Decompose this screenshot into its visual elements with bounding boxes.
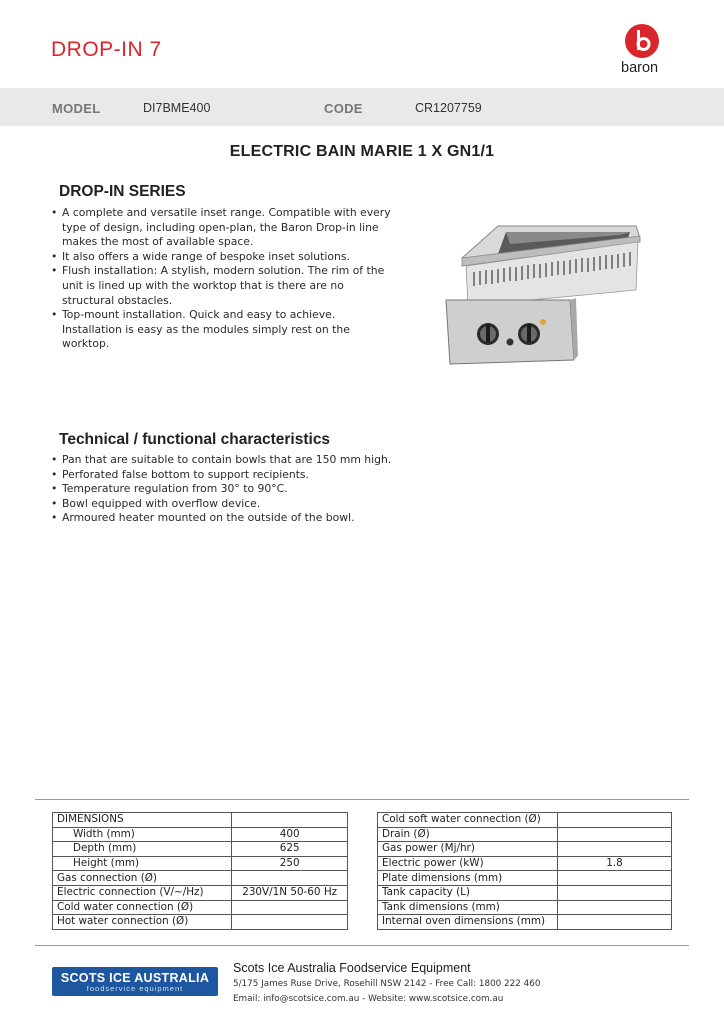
technical-heading: Technical / functional characteristics — [59, 431, 331, 448]
footer-divider — [35, 945, 689, 946]
model-label: MODEL — [52, 101, 101, 116]
list-item: • Bowl equipped with overflow device. — [51, 497, 451, 512]
table-row — [378, 813, 672, 828]
table-row — [378, 900, 672, 915]
list-item: • Flush installation: A stylish, modern solution. The rim of the unit is lined up with the worktop that is there are no structural obstacles. — [51, 264, 396, 308]
table-cell: Depth (mm) — [53, 842, 232, 857]
table-cell: Width (mm) — [53, 827, 232, 842]
table-row — [53, 842, 348, 857]
table-row — [53, 871, 348, 886]
code-value: CR1207759 — [415, 101, 482, 115]
table-row — [53, 856, 348, 871]
table-row — [53, 827, 348, 842]
technical-bullet-list — [51, 453, 451, 526]
code-label: CODE — [324, 101, 363, 116]
list-item: • Armoured heater mounted on the outside of the bowl. — [51, 511, 451, 526]
table-cell — [232, 871, 348, 886]
table-cell — [557, 900, 671, 915]
table-cell: Height (mm) — [53, 856, 232, 871]
model-value: DI7BME400 — [143, 101, 211, 115]
footer-contact: Email: info@scotsice.com.au - Website: www.scotsice.com.au — [233, 994, 504, 1004]
table-row — [378, 871, 672, 886]
table-cell: Gas power (Mj/hr) — [378, 842, 558, 857]
table-row — [378, 885, 672, 900]
table-cell: Electric connection (V/~/Hz) — [53, 885, 232, 900]
table-cell: Cold water connection (Ø) — [53, 900, 232, 915]
table-cell — [232, 900, 348, 915]
table-cell: Gas connection (Ø) — [53, 871, 232, 886]
table-row — [53, 813, 348, 828]
product-title: ELECTRIC BAIN MARIE 1 X GN1/1 — [229, 143, 495, 160]
series-title: DROP-IN 7 — [51, 38, 162, 61]
table-cell: 400 — [232, 827, 348, 842]
table-cell — [557, 885, 671, 900]
table-row — [378, 915, 672, 930]
table-cell: 250 — [232, 856, 348, 871]
table-cell: DIMENSIONS — [53, 813, 232, 828]
table-cell: Cold soft water connection (Ø) — [378, 813, 558, 828]
table-cell: Tank capacity (L) — [378, 885, 558, 900]
table-cell: Drain (Ø) — [378, 827, 558, 842]
table-cell: Plate dimensions (mm) — [378, 871, 558, 886]
table-cell — [557, 915, 671, 930]
table-cell: 1.8 — [557, 856, 671, 871]
table-cell — [232, 813, 348, 828]
table-cell — [557, 842, 671, 857]
logo-line-2: foodservice equipment — [86, 984, 184, 993]
table-cell: Hot water connection (Ø) — [53, 915, 232, 930]
list-item: • A complete and versatile inset range. Compatible with every type of design, including open-plan, the Baron Drop-in line makes the most of available space. — [51, 206, 396, 250]
intro-bullet-list — [51, 206, 396, 352]
table-cell: 625 — [232, 842, 348, 857]
baron-logo-icon — [625, 24, 659, 58]
table-row — [53, 900, 348, 915]
dimensions-table-left — [52, 812, 348, 930]
table-cell — [557, 827, 671, 842]
table-row — [378, 827, 672, 842]
dimensions-table-right — [377, 812, 672, 930]
table-cell — [557, 813, 671, 828]
table-row — [53, 915, 348, 930]
list-item: • Perforated false bottom to support recipients. — [51, 468, 451, 483]
list-item: • Temperature regulation from 30° to 90°C. — [51, 482, 451, 497]
table-row — [53, 885, 348, 900]
brand-name: baron — [621, 60, 659, 76]
table-cell — [232, 915, 348, 930]
scots-ice-logo — [52, 967, 218, 996]
table-row — [378, 856, 672, 871]
list-item: • Top-mount installation. Quick and easy to achieve. Installation is easy as the modules simply rest on the worktop. — [51, 308, 396, 352]
table-cell: Tank dimensions (mm) — [378, 900, 558, 915]
table-cell: Electric power (kW) — [378, 856, 558, 871]
list-item: • Pan that are suitable to contain bowls that are 150 mm high. — [51, 453, 451, 468]
footer-address: 5/175 James Ruse Drive, Rosehill NSW 2142 - Free Call: 1800 222 460 — [233, 979, 541, 989]
footer-company: Scots Ice Australia Foodservice Equipment — [233, 961, 471, 975]
table-cell: Internal oven dimensions (mm) — [378, 915, 558, 930]
table-cell: 230V/1N 50-60 Hz — [232, 885, 348, 900]
list-item: • It also offers a wide range of bespoke inset solutions. — [51, 250, 396, 265]
divider — [35, 799, 689, 800]
logo-line-1: SCOTS ICE AUSTRALIA — [60, 971, 210, 985]
table-cell — [557, 871, 671, 886]
table-row — [378, 842, 672, 857]
intro-heading: DROP-IN SERIES — [59, 183, 186, 200]
product-image — [440, 224, 644, 366]
